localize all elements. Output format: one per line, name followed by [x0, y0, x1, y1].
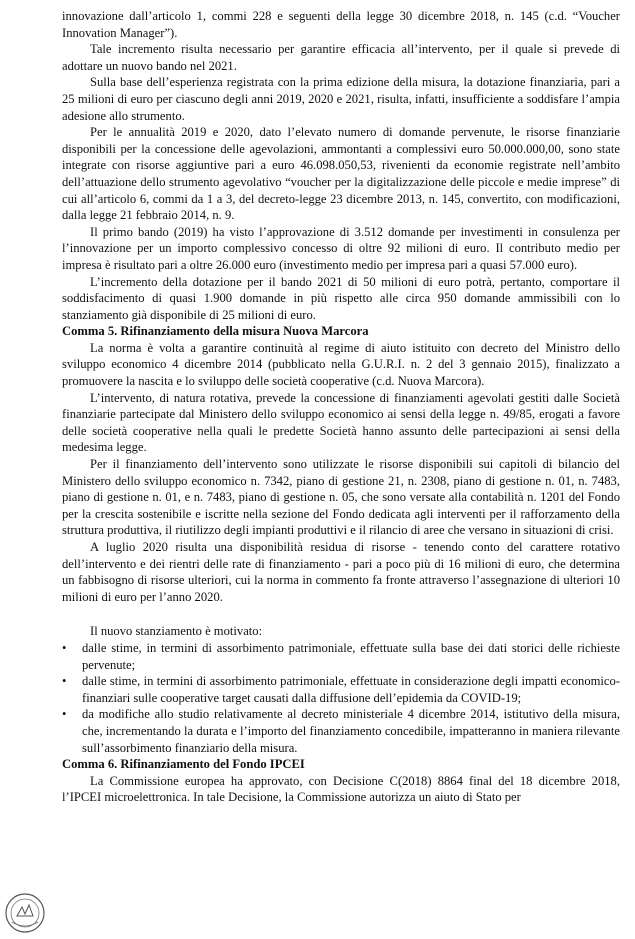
paragraph-norma: La norma è volta a garantire continuità al regime di aiuto istituito con decreto del Ministro dello sviluppo economico 4 dicembre 2014 (pubblicato nella G.U.R.I. n. 2 del 3 gennaio 2015), finalizzato a promuovere la nascita e lo sviluppo delle società cooperative (c.d. Nuova Marcora). — [62, 340, 620, 389]
paragraph-esperienza: Sulla base dell’esperienza registrata con la prima edizione della misura, la dotazione finanziaria, pari a 25 milioni di euro per ciascuno degli anni 2019, 2020 e 2021, risulta, infatti, insufficiente a soddisfare l’ampia adesione allo strumento. — [62, 75, 620, 123]
paragraph-incremento: Tale incremento risulta necessario per garantire efficacia all’intervento, per il quale si prevede di adottare un nuovo bando nel 2021. — [62, 42, 620, 73]
spacer — [62, 605, 620, 623]
paragraph-intervento: L’intervento, di natura rotativa, prevede la concessione di finanziamenti agevolati gestiti dalle Società finanziarie partecipate dal Ministero dello sviluppo economico ai sensi della legge n. 49/85, erogati a favore delle società cooperative nella quali le predette Società hanno assunto delle partecipazioni ai sensi della medesima legge. — [62, 390, 620, 455]
motivation-list — [62, 640, 620, 756]
document-body — [62, 8, 620, 806]
paragraph-primo-bando: Il primo bando (2019) ha visto l’approvazione di 3.512 domande per investimenti in consulenza per l’innovazione per un importo complessivo concesso di oltre 92 milioni di euro. Il contributo medio per impresa è risultato pari a oltre 26.000 euro (investimento medio per impresa pari a quasi 57.000 euro). — [62, 224, 620, 272]
paragraph-voucher-intro: innovazione dall’articolo 1, commi 228 e seguenti della legge 30 dicembre 2018, n. 145 (c.d. “Voucher Innovation Manager”). — [62, 9, 620, 40]
paragraph-finanziamento: Per il finanziamento dell’intervento sono utilizzate le risorse disponibili sui capitoli di bilancio del Ministero dello sviluppo economico n. 7342, piano di gestione 21, n. 2308, piano di gestione n. 01, n. 7483, piano di gestione n. 01, e n. 7483, piano di gestione n. 05, che sono versate alla contabilità n. 1201 del Fondo per la crescita sostenibile e iscritte nella sezione del Fondo dedicata agli interventi per il rafforzamento della struttura produttiva, il riutilizzo degli impianti produttivi e il rilancio di aree che versano in situazioni di crisi. — [62, 457, 620, 538]
paragraph-ipcei: La Commissione europea ha approvato, con Decisione C(2018) 8864 final del 18 dicembre 2018, l’IPCEI microelettronica. In tale Decisione, la Commissione autorizza un aiuto di Stato per — [62, 773, 620, 805]
heading-comma-5: Comma 5. Rifinanziamento della misura Nuova Marcora — [62, 324, 369, 339]
list-item-text: da modifiche allo studio relativamente al decreto ministeriale 4 dicembre 2014, istitutivo della misura, che, incrementando la durata e l’importo del finanziamento concedibile, impatteranno in maniera rilevante sull’assorbimento finanziario della misura. — [82, 707, 620, 755]
list-item-text: dalle stime, in termini di assorbimento patrimoniale, effettuate sulla base dei dati storici delle richieste pervenute; — [82, 640, 620, 672]
list-item — [62, 706, 620, 756]
bullet-icon: • — [62, 640, 67, 655]
paragraph-incremento-dotazione: L’incremento della dotazione per il bando 2021 di 50 milioni di euro potrà, pertanto, comportare il soddisfacimento di quasi 1.900 domande in più rispetto alle circa 950 domande ammissibili con lo stanziamento già disponibile di 25 milioni di euro. — [62, 274, 620, 322]
bullet-icon: • — [62, 707, 67, 722]
bullet-icon: • — [62, 674, 67, 689]
paragraph-annualita: Per le annualità 2019 e 2020, dato l’elevato numero di domande pervenute, le risorse finanziarie disponibili per la concessione delle agevolazioni, ammontanti a complessivi euro 50.000.000,00, sono state integrate con risorse aggiuntive pari a euro 46.098.050,53, rivenienti da economie registrate nell’ambito dell’attuazione dello strumento agevolativo “voucher per la digitalizzazione delle piccole e medie imprese” di cui all’articolo 6, commi da 1 a 3, del decreto-legge 23 dicembre 2013, n. 145, convertito, con modificazioni, dalla legge 21 febbraio 2014, n. 9. — [62, 125, 620, 223]
paragraph-motivazione: Il nuovo stanziamento è motivato: — [90, 624, 263, 639]
heading-comma-6: Comma 6. Rifinanziamento del Fondo IPCEI — [62, 757, 305, 772]
paragraph-luglio-2020: A luglio 2020 risulta una disponibilità residua di risorse - tenendo conto del carattere rotativo dell’intervento e dei rientri delle rate di finanziamento - pari a poco più di 16 milioni di euro, che determina un fabbisogno di risorse ulteriori, cui la norma in commento fa fronte attraverso l’assegnazione di ulteriori 10 milioni di euro per l’anno 2020. — [62, 540, 620, 604]
list-item-text: dalle stime, in termini di assorbimento patrimoniale, effettuate in considerazione degli impatti economico-finanziari sulle cooperative target causati dalla diffusione dell’epidemia da COVID-19; — [82, 674, 620, 705]
list-item — [62, 673, 620, 706]
list-item — [62, 640, 620, 673]
seal-stamp-icon — [4, 892, 46, 934]
